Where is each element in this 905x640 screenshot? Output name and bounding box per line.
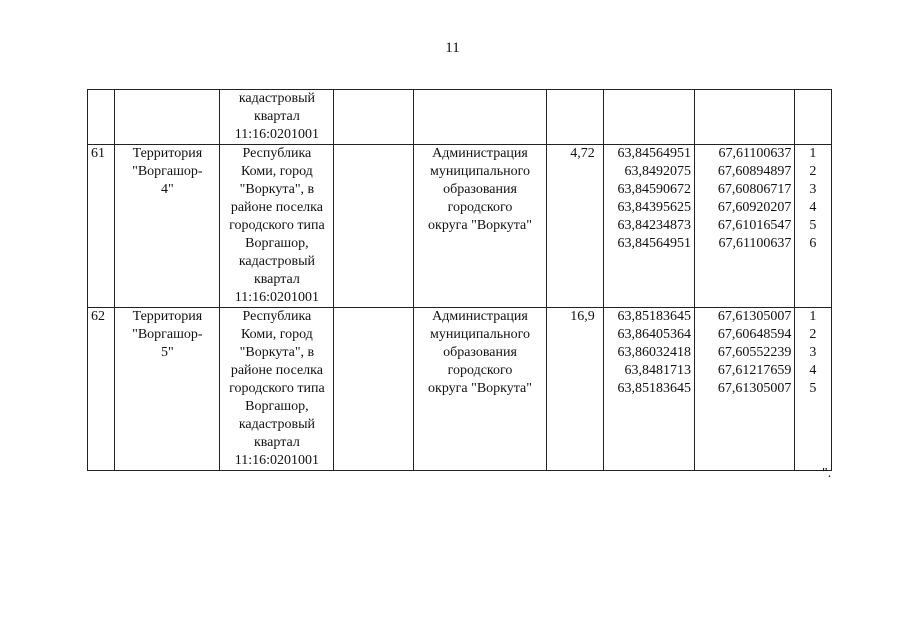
location-line: Воргашор, xyxy=(245,236,309,251)
location-line: районе поселка xyxy=(230,200,323,215)
latitude-line: 63,86405364 xyxy=(617,327,692,342)
location-line: городского типа xyxy=(229,381,325,396)
longitude-line: 67,60648594 xyxy=(717,327,792,342)
empty-cell xyxy=(334,308,414,471)
longitude-cell xyxy=(695,145,795,308)
administration-cell xyxy=(414,90,546,145)
point-number-line: 5 xyxy=(809,381,817,396)
page-number: 11 xyxy=(445,40,460,56)
point-number-line: 2 xyxy=(809,327,817,342)
administration-line: муниципального xyxy=(430,164,530,179)
row-number-cell: 62 xyxy=(88,308,115,471)
longitude-line: 67,61305007 xyxy=(717,381,792,396)
administration-line: образования xyxy=(443,182,517,197)
latitude-line: 63,84234873 xyxy=(617,218,692,233)
point-number-line: 4 xyxy=(809,200,817,215)
location-cell xyxy=(220,308,334,471)
territory-name-cell xyxy=(115,90,220,145)
administration-line: муниципального xyxy=(430,327,530,342)
longitude-line: 67,60552239 xyxy=(717,345,792,360)
territory-name-line: 5" xyxy=(161,345,174,360)
latitude-line: 63,8481713 xyxy=(624,363,692,378)
point-number-line: 6 xyxy=(809,236,817,251)
latitude-line: 63,85183645 xyxy=(617,309,692,324)
latitude-line: 63,86032418 xyxy=(617,345,692,360)
location-line: кадастровый xyxy=(238,91,315,106)
location-line: городского типа xyxy=(229,218,325,233)
administration-line: округа "Воркута" xyxy=(428,218,532,233)
territory-table xyxy=(87,89,832,471)
point-number-line: 3 xyxy=(809,345,817,360)
point-number-cell xyxy=(795,145,832,308)
point-number-line: 5 xyxy=(809,218,817,233)
latitude-line: 63,84564951 xyxy=(617,236,692,251)
location-line: Воргашор, xyxy=(245,399,309,414)
administration-line: городского xyxy=(447,200,513,215)
longitude-line: 67,61100637 xyxy=(718,236,792,251)
administration-cell xyxy=(414,308,546,471)
latitude-line: 63,8492075 xyxy=(624,164,692,179)
point-number-line: 1 xyxy=(809,146,817,161)
administration-cell xyxy=(414,145,546,308)
longitude-line: 67,60920207 xyxy=(717,200,792,215)
table-row xyxy=(88,308,832,471)
point-number-cell xyxy=(795,90,832,145)
row-number-cell xyxy=(88,90,115,145)
point-number-line: 2 xyxy=(809,164,817,179)
location-line: 11:16:0201001 xyxy=(234,453,320,468)
point-number-line: 1 xyxy=(809,309,817,324)
row-number-cell: 61 xyxy=(88,145,115,308)
longitude-cell xyxy=(695,308,795,471)
table-row xyxy=(88,145,832,308)
latitude-line: 63,84395625 xyxy=(617,200,692,215)
territory-name-line: "Воргашор- xyxy=(132,164,203,179)
latitude-cell xyxy=(603,308,694,471)
location-line: 11:16:0201001 xyxy=(234,290,320,305)
latitude-cell xyxy=(603,145,694,308)
point-number-line: 4 xyxy=(809,363,817,378)
location-line: Коми, город xyxy=(240,164,313,179)
territory-name-line: "Воргашор- xyxy=(132,327,203,342)
location-line: Коми, город xyxy=(240,327,313,342)
location-line: "Воркута", в xyxy=(239,345,315,360)
administration-line: Администрация xyxy=(432,146,528,161)
administration-line: округа "Воркута" xyxy=(428,381,532,396)
location-line: "Воркута", в xyxy=(239,182,315,197)
administration-line: Администрация xyxy=(432,309,528,324)
location-line: кадастровый xyxy=(238,254,315,269)
territory-name-cell xyxy=(115,145,220,308)
territory-name-line: 4" xyxy=(161,182,174,197)
latitude-line: 63,85183645 xyxy=(617,381,692,396)
longitude-line: 67,61016547 xyxy=(717,218,792,233)
empty-cell xyxy=(334,145,414,308)
location-line: кадастровый xyxy=(238,417,315,432)
administration-line: образования xyxy=(443,345,517,360)
location-line: Республика xyxy=(242,146,312,161)
longitude-cell xyxy=(695,90,795,145)
location-line: квартал xyxy=(253,435,300,450)
area-cell: 16,9 xyxy=(546,308,603,471)
location-line: районе поселка xyxy=(230,363,323,378)
administration-line: городского xyxy=(447,363,513,378)
location-cell xyxy=(220,90,334,145)
location-line: Республика xyxy=(242,309,312,324)
location-cell xyxy=(220,145,334,308)
territory-name-line: Территория xyxy=(132,146,203,161)
longitude-line: 67,61100637 xyxy=(718,146,792,161)
longitude-line: 67,60894897 xyxy=(717,164,792,179)
location-line: квартал xyxy=(253,272,300,287)
location-line: 11:16:0201001 xyxy=(234,127,320,142)
latitude-line: 63,84564951 xyxy=(617,146,692,161)
territory-name-line: Территория xyxy=(132,309,203,324)
table-row xyxy=(88,90,832,145)
point-number-line: 3 xyxy=(809,182,817,197)
latitude-cell xyxy=(603,90,694,145)
latitude-line: 63,84590672 xyxy=(617,182,692,197)
empty-cell xyxy=(334,90,414,145)
closing-quote-mark: ". xyxy=(822,466,832,481)
longitude-line: 67,60806717 xyxy=(717,182,792,197)
longitude-line: 67,61305007 xyxy=(717,309,792,324)
territory-name-cell xyxy=(115,308,220,471)
area-cell: 4,72 xyxy=(546,145,603,308)
point-number-cell xyxy=(795,308,832,471)
longitude-line: 67,61217659 xyxy=(717,363,792,378)
area-cell xyxy=(546,90,603,145)
location-line: квартал xyxy=(253,109,300,124)
